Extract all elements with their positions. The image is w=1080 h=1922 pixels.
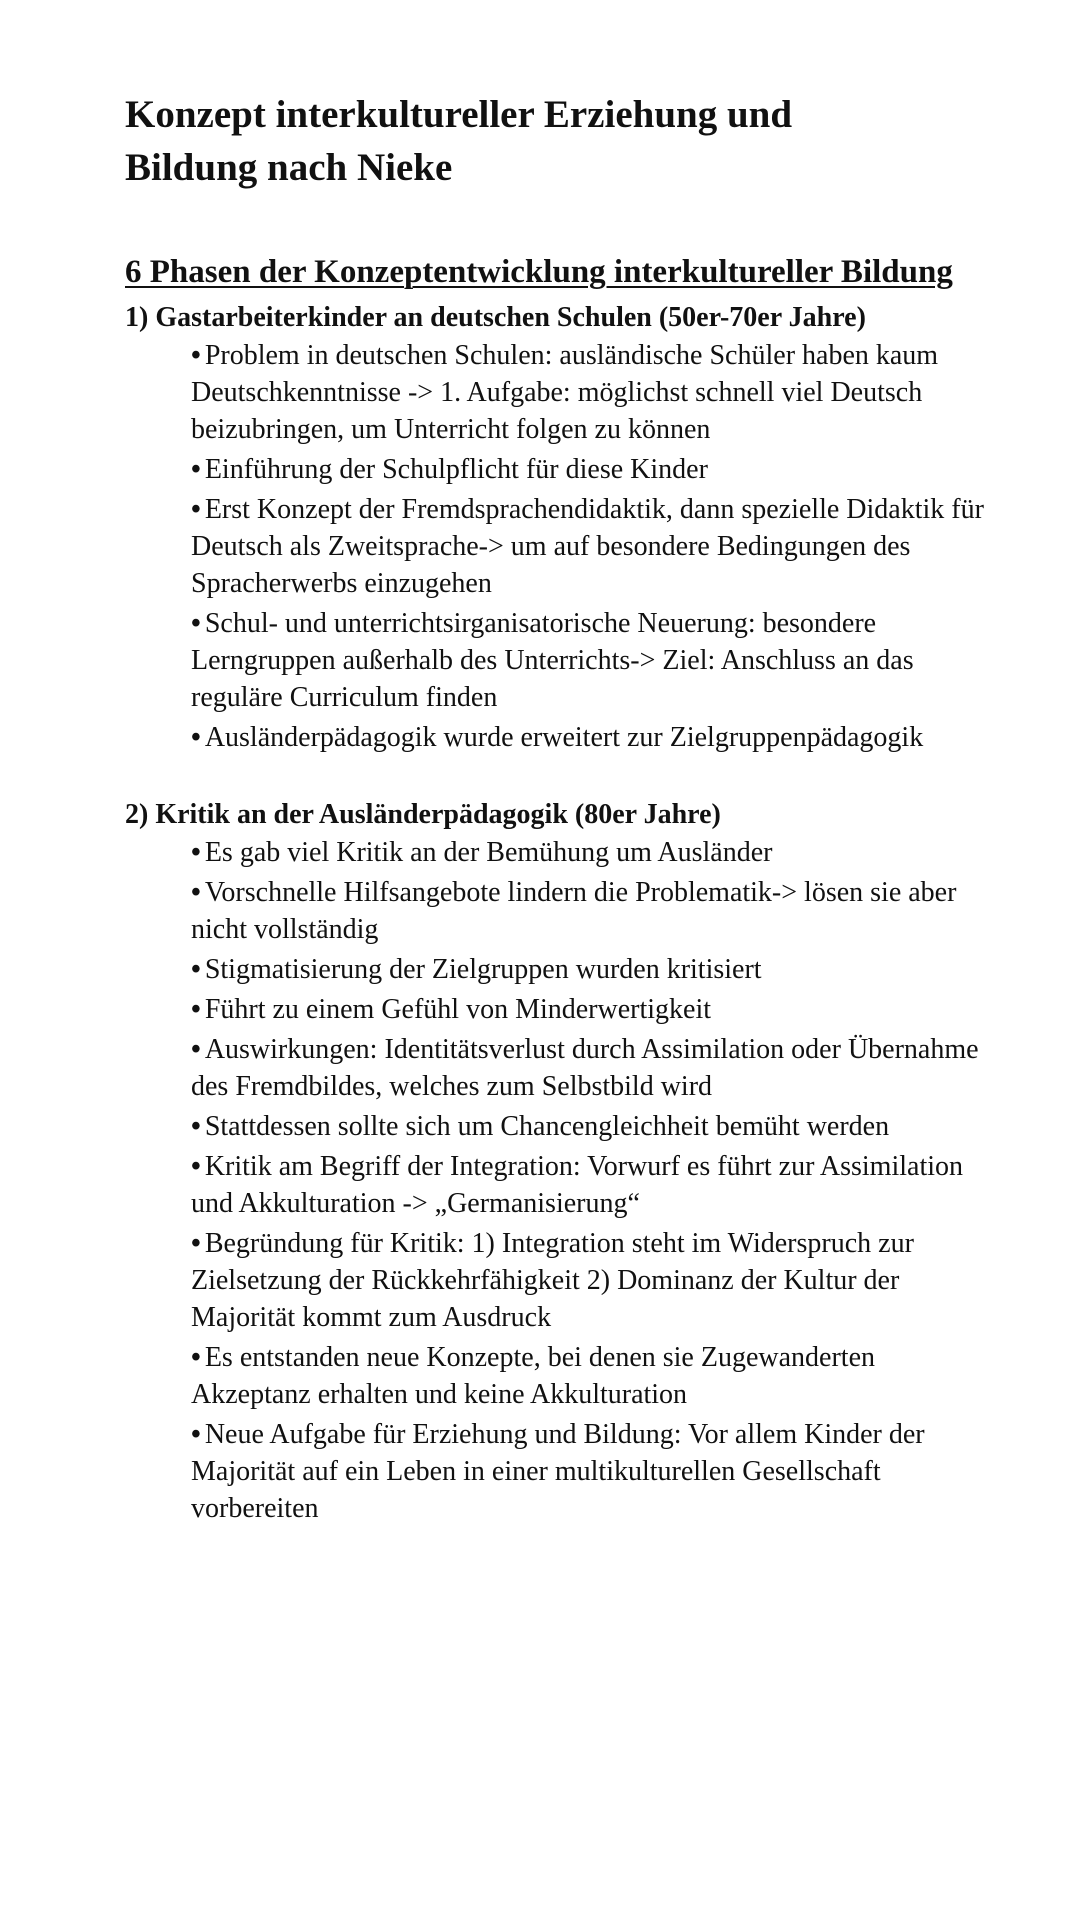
bullet-text: Problem in deutschen Schulen: ausländische Schüler haben kaum Deutschkenntnisse -> 1. Aufgabe: möglichst schnell viel Deutsch beizubringen, um Unterricht folgen zu können [191,340,939,445]
bullet-icon: • [191,1228,201,1259]
bullet-icon: • [191,1342,201,1373]
document-title: Konzept interkultureller Erziehung und Bildung nach Nieke [125,93,793,189]
bullet-text: Stigmatisierung der Zielgruppen wurden kritisiert [204,954,762,985]
section-1-bullet-list [125,337,1000,756]
bullet-item [191,337,1000,448]
bullet-text: Auswirkungen: Identitätsverlust durch Assimilation oder Übernahme des Fremdbildes, welches zum Selbstbild wird [191,1034,979,1102]
bullet-item [191,874,1000,948]
bullet-item [191,951,1000,988]
phases-heading: 6 Phasen der Konzeptentwicklung interkultureller Bildung [125,254,953,290]
bullet-icon: • [191,608,201,639]
section-heading-1: 1) Gastarbeiterkinder an deutschen Schulen (50er-70er Jahre) [125,302,866,333]
bullet-item [191,605,1000,716]
bullet-item [191,1148,1000,1222]
bullet-text: Es gab viel Kritik an der Bemühung um Ausländer [204,837,773,868]
bullet-item [191,491,1000,602]
bullet-item [191,719,1000,756]
bullet-icon: • [191,1151,201,1182]
bullet-text: Es entstanden neue Konzepte, bei denen sie Zugewanderten Akzeptanz erhalten und keine Akkulturation [191,1342,875,1410]
bullet-icon: • [191,1419,201,1450]
bullet-icon: • [191,877,201,908]
bullet-text: Schul- und unterrichtsirganisatorische Neuerung: besondere Lerngruppen außerhalb des Unterrichts-> Ziel: Anschluss an das reguläre Curriculum finden [191,608,914,713]
section-heading-2: 2) Kritik an der Ausländerpädagogik (80er Jahre) [125,799,721,830]
bullet-icon: • [191,454,201,485]
bullet-item [191,1416,1000,1527]
bullet-text: Erst Konzept der Fremdsprachendidaktik, dann spezielle Didaktik für Deutsch als Zweitsprache-> um auf besondere Bedingungen des Spracherwerbs einzugehen [191,494,984,599]
bullet-icon: • [191,954,201,985]
bullet-icon: • [191,722,201,753]
section-2-bullet-list [125,834,1000,1527]
bullet-item [191,451,1000,488]
bullet-item [191,1031,1000,1105]
bullet-item [191,1339,1000,1413]
bullet-icon: • [191,494,201,525]
bullet-icon: • [191,340,201,371]
bullet-text: Führt zu einem Gefühl von Minderwertigkeit [204,994,712,1025]
bullet-item [191,991,1000,1028]
bullet-text: Vorschnelle Hilfsangebote lindern die Problematik-> lösen sie aber nicht vollständig [191,877,957,945]
bullet-text: Einführung der Schulpflicht für diese Kinder [204,454,708,485]
bullet-text: Begründung für Kritik: 1) Integration steht im Widerspruch zur Zielsetzung der Rückkehrfähigkeit 2) Dominanz der Kultur der Majorität kommt zum Ausdruck [191,1228,914,1333]
bullet-item [191,1108,1000,1145]
bullet-icon: • [191,1034,201,1065]
bullet-item [191,834,1000,871]
bullet-text: Stattdessen sollte sich um Chancengleichheit bemüht werden [204,1111,890,1142]
bullet-icon: • [191,994,201,1025]
bullet-icon: • [191,1111,201,1142]
bullet-item [191,1225,1000,1336]
bullet-text: Neue Aufgabe für Erziehung und Bildung: Vor allem Kinder der Majorität auf ein Leben in einer multikulturellen Gesellschaft vorbereiten [191,1419,925,1524]
bullet-text: Ausländerpädagogik wurde erweitert zur Zielgruppenpädagogik [204,722,924,753]
bullet-icon: • [191,837,201,868]
bullet-text: Kritik am Begriff der Integration: Vorwurf es führt zur Assimilation und Akkulturation -> „Germanisierung“ [191,1151,963,1219]
